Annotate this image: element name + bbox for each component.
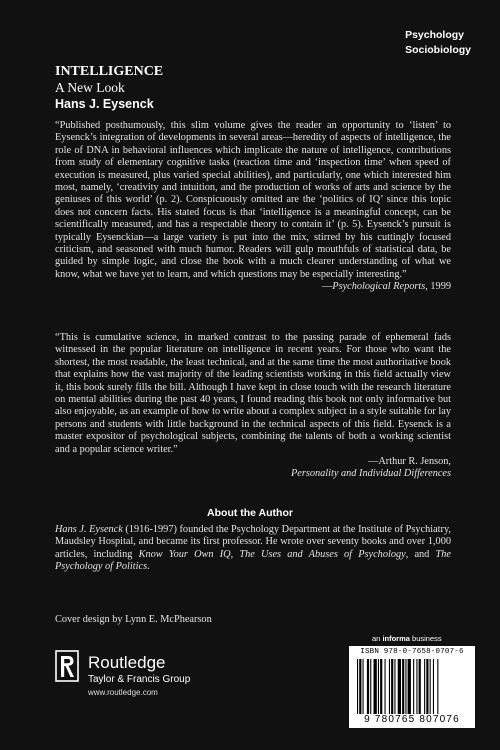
barcode-bar: [416, 659, 417, 714]
barcode-bar: [408, 659, 411, 714]
barcode-bar: [426, 659, 428, 714]
review-quote-2-source: [55, 468, 451, 480]
publisher-group: Taylor & Francis Group: [88, 674, 191, 685]
barcode-bar: [402, 659, 404, 714]
barcode-bar: [359, 659, 361, 714]
informa-business: [372, 634, 442, 643]
barcode-bar: [437, 659, 438, 714]
routledge-logo-icon: [55, 650, 79, 682]
category-psychology: Psychology: [405, 29, 465, 41]
about-end: .: [147, 561, 150, 573]
barcode-bar: [357, 659, 358, 714]
barcode-bar: [378, 659, 379, 714]
barcode-bar: [363, 659, 364, 714]
barcode-bar: [380, 659, 382, 714]
informa-brand: informa: [382, 634, 410, 643]
book-subtitle: A New Look: [55, 80, 125, 95]
review-quote-1-attribution: —Psychological Reports, 1999: [322, 281, 451, 293]
barcode-bar: [389, 659, 390, 714]
review-quote-1-text: “Published posthumously, this slim volume gives the reader an opportunity to ‘listen’ to Eysenck’s integration of developments in several areas—heredity of aspects of intelligence, the role of DNA in behavioral influences which implicate the nature of intelligence, contributions from study of elementary cognitive tasks (reaction time and ‘inspection time’ when speed of execution is measured, plus varied special abilities), and particularly, one which interested him most, namely, ‘creativity and intuition, and the production of works of arts and science by the geniuses of this world’ (p. 2). Conspicuously omitted are the ‘politics of IQ’ since this topic does not concern facts. His stated focus is that ‘intelligence is a meaningful concept, can be scientifically measured, and has a respectable theory to contain it’ (p. 5). Eysenck’s pursuit is typically Eysenckian—a large variety is put into the mix, stirred by his cuttingly focused criticism, and seasoned with much humor. Readers will gulp mouthfuls of statistical data, be guided by simple logic, and close the book with a much clearer understanding of what we know, what we have yet to learn, and which questions may be especially interesting.”: [55, 120, 451, 280]
publisher-url: www.routledge.com: [88, 688, 158, 697]
barcode-digits: 9 780765 807076: [364, 714, 460, 725]
review-quote-1-year: 1999: [430, 281, 451, 293]
barcode-bar: [413, 659, 414, 714]
review-quote-1-source: Psychological Reports: [332, 281, 426, 293]
barcode-bar: [405, 659, 406, 714]
about-text-1: (1916-1997) founded the Psychology Department at the Institute of Psychiatry, Maudsley Hospital, and became its first professor. He wrote over seventy books and over 1,000 articles, including: [55, 524, 452, 560]
barcode-bar: [394, 659, 395, 714]
barcode-bar: [398, 659, 401, 714]
informa-prefix: an: [372, 634, 383, 643]
about-book-2: The Uses and Abuses of Psychology: [239, 548, 406, 560]
barcode-bar: [433, 659, 434, 714]
barcode-bar: [391, 659, 393, 714]
about-book-1: Know Your Own IQ: [138, 548, 231, 560]
book-title: INTELLIGENCE: [55, 64, 164, 79]
review-quote-2-author: —Arthur R. Jenson,: [368, 456, 451, 468]
publisher-name: Routledge: [88, 653, 166, 672]
category-labels: [405, 28, 471, 58]
review-quote-1: [55, 120, 451, 294]
barcode-bar: [374, 659, 377, 714]
review-quote-2-text: “This is cumulative science, in marked contrast to the passing parade of ephemeral fads witnessed in the popular literature on intelligence in recent years. For those who want the shortest, the most readable, the least technical, and at the same time the most authoritative book that explains how the vast majority of the leading scientists working in this field actually view it, this book surely fills the bill. Although I have kept in close touch with the research literature on mental abilities during the past 40 years, I found reading this book not only informative but also enjoyable, as an example of how to write about a complex subject in a style suitable for lay persons and students with little background in the technical aspects of this field. Eysenck is a master expositor of psychological subjects, combining the talents of both a working scientist and a popular science writer.”: [55, 332, 451, 455]
book-header: [55, 63, 163, 112]
about-book-3: The Psychology of Politics: [55, 548, 451, 573]
barcode-bar: [370, 659, 371, 714]
about-text: [55, 524, 451, 574]
barcode-bar: [385, 659, 386, 714]
about-author-name: Hans J. Eysenck: [55, 524, 123, 535]
isbn-barcode: [349, 646, 475, 728]
about-sep-1: ,: [230, 548, 240, 560]
barcode-bar: [367, 659, 369, 714]
book-author: Hans J. Eysenck: [55, 97, 154, 111]
isbn-number: ISBN 978-0-7658-0707-6: [360, 648, 464, 656]
barcode-bar: [430, 659, 431, 714]
barcode-bar: [424, 659, 425, 714]
informa-suffix: business: [409, 634, 442, 643]
cover-credit: Cover design by Lynn E. McPhearson: [55, 614, 212, 625]
about-heading: About the Author: [207, 507, 293, 519]
barcode-bars-icon: [357, 659, 467, 714]
review-quote-2: [55, 332, 451, 481]
about-sep-2: , and: [405, 548, 436, 560]
category-sociobiology: Sociobiology: [405, 44, 471, 56]
review-quote-2-source-text: Personality and Individual Differences: [290, 468, 451, 480]
barcode-bar: [419, 659, 421, 714]
